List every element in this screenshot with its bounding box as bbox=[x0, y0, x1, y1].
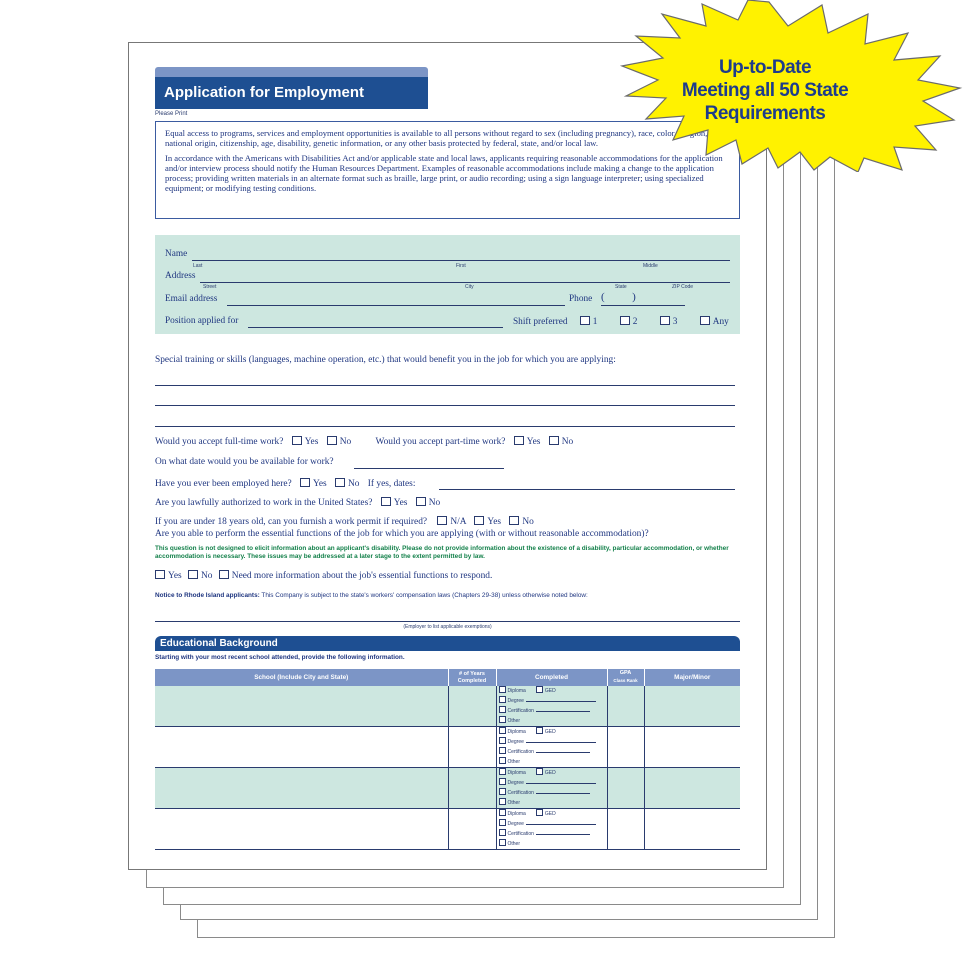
special-training-question: Special training or skills (languages, machine operation, etc.) that would benefit you in the job for which you are applying: bbox=[155, 355, 616, 365]
no-label: No bbox=[347, 479, 360, 489]
part-time-no-checkbox[interactable] bbox=[549, 436, 559, 445]
diploma-checkbox[interactable] bbox=[499, 727, 506, 734]
available-date-question: On what date would you be available for work? bbox=[155, 457, 334, 467]
special-training-line-3[interactable] bbox=[155, 426, 735, 427]
years-cell[interactable] bbox=[448, 727, 496, 768]
col-completed: Completed bbox=[496, 669, 607, 686]
special-training-line-2[interactable] bbox=[155, 405, 735, 406]
school-cell[interactable] bbox=[155, 768, 448, 809]
state-sublabel: State bbox=[615, 284, 627, 290]
degree-checkbox[interactable] bbox=[499, 778, 506, 785]
other-checkbox[interactable] bbox=[499, 839, 506, 846]
middle-sublabel: Middle bbox=[643, 263, 658, 269]
first-sublabel: First bbox=[456, 263, 466, 269]
authorized-no-checkbox[interactable] bbox=[416, 497, 426, 506]
rhode-island-label: Notice to Rhode Island applicants: bbox=[155, 592, 260, 599]
name-label: Name bbox=[165, 249, 188, 259]
rhode-island-notice bbox=[155, 592, 588, 599]
permit-no-checkbox[interactable] bbox=[509, 516, 519, 525]
diploma-checkbox[interactable] bbox=[499, 686, 506, 693]
other-checkbox[interactable] bbox=[499, 798, 506, 805]
essential-functions-answers bbox=[155, 570, 492, 581]
need-more-info-checkbox[interactable] bbox=[219, 570, 229, 579]
authorized-label: Are you lawfully authorized to work in the United States? bbox=[155, 498, 373, 508]
shift-3-label: 3 bbox=[672, 317, 678, 327]
completed-cell: Diploma GED Degree Certification Other bbox=[496, 686, 607, 727]
years-cell[interactable] bbox=[448, 809, 496, 850]
major-cell[interactable] bbox=[644, 727, 740, 768]
no-label: No bbox=[428, 498, 441, 508]
part-time-yes-checkbox[interactable] bbox=[514, 436, 524, 445]
disability-note: This question is not designed to elicit information about an applicant's disability. Please do not provide information about the existence of a disability, particular accommodation, or whether accommodation is necessary. These issues may be addressed at a later stage to the extent permitted by law. bbox=[155, 545, 729, 561]
no-label: No bbox=[200, 571, 213, 581]
no-label: No bbox=[561, 437, 574, 447]
part-time-label: Would you accept part-time work? bbox=[375, 437, 506, 447]
badge-line-2: Meeting all 50 State bbox=[681, 80, 849, 101]
other-checkbox[interactable] bbox=[499, 757, 506, 764]
employed-dates-field[interactable] bbox=[439, 489, 735, 490]
shift-2-label: 2 bbox=[632, 317, 638, 327]
col-years: # of Years Completed bbox=[448, 669, 496, 686]
degree-checkbox[interactable] bbox=[499, 737, 506, 744]
employed-yes-checkbox[interactable] bbox=[300, 478, 310, 487]
ada-notice-paragraph: In accordance with the Americans with Disabilities Act and/or applicable state and local laws, applicants requiring reasonable accommodations for the application and/or interview process should notify the Human Resources Department. Examples of reasonable accommodations include making a change to the application process; providing written materials in an alternate format such as braille, large print, or audio recording; using a sign language interpreter; using specialized equipment; or modifying testing conditions. bbox=[165, 152, 723, 194]
authorized-yes-checkbox[interactable] bbox=[381, 497, 391, 506]
yes-label: Yes bbox=[393, 498, 408, 508]
education-instructions: Starting with your most recent school attended, provide the following information. bbox=[155, 654, 405, 661]
yes-label: Yes bbox=[526, 437, 541, 447]
full-time-no-checkbox[interactable] bbox=[327, 436, 337, 445]
education-header: Educational Background bbox=[155, 636, 740, 651]
gpa-cell[interactable] bbox=[607, 809, 644, 850]
full-time-label: Would you accept full-time work? bbox=[155, 437, 284, 447]
education-table bbox=[155, 669, 740, 850]
completed-cell: Diploma GED Degree Certification Other bbox=[496, 768, 607, 809]
diploma-checkbox[interactable] bbox=[499, 768, 506, 775]
no-label: No bbox=[522, 517, 534, 527]
school-cell[interactable] bbox=[155, 727, 448, 768]
authorized-question bbox=[155, 497, 440, 508]
address-label: Address bbox=[165, 271, 196, 281]
major-cell[interactable] bbox=[644, 686, 740, 727]
no-label: No bbox=[339, 437, 352, 447]
email-label: Email address bbox=[165, 294, 218, 304]
city-sublabel: City bbox=[465, 284, 474, 290]
years-cell[interactable] bbox=[448, 686, 496, 727]
full-time-yes-checkbox[interactable] bbox=[292, 436, 302, 445]
permit-yes-checkbox[interactable] bbox=[474, 516, 484, 525]
ged-checkbox[interactable] bbox=[536, 768, 543, 775]
employed-here-question bbox=[155, 478, 415, 489]
col-gpa: GPA Class Rank bbox=[607, 669, 644, 686]
table-row bbox=[155, 727, 740, 768]
yes-label: Yes bbox=[304, 437, 319, 447]
employer-exemptions-note: (Employer to list applicable exemptions) bbox=[403, 624, 492, 630]
gpa-cell[interactable] bbox=[607, 768, 644, 809]
eeo-notice-paragraph: Equal access to programs, services and employment opportunities is available to all persons without regard to sex (including pregnancy), race, color, religion, national origin, citizenship, age, disability, genetic information, or any other basis protected by federal, state, and/or local law. bbox=[165, 128, 708, 149]
phone-field[interactable]: ( ) bbox=[601, 291, 636, 303]
table-row bbox=[155, 686, 740, 727]
certification-checkbox[interactable] bbox=[499, 829, 506, 836]
table-row bbox=[155, 809, 740, 850]
shift-1-label: 1 bbox=[592, 317, 598, 327]
table-row bbox=[155, 768, 740, 809]
questions-area bbox=[155, 67, 740, 967]
essential-yes-checkbox[interactable] bbox=[155, 570, 165, 579]
street-sublabel: Street bbox=[203, 284, 217, 290]
full-time-question bbox=[155, 436, 573, 447]
badge-line-3: Requirements bbox=[704, 103, 826, 124]
zip-sublabel: ZIP Code bbox=[672, 284, 694, 290]
gpa-cell[interactable] bbox=[607, 727, 644, 768]
under-18-label: If you are under 18 years old, can you furnish a work permit if required? bbox=[155, 517, 428, 527]
years-cell[interactable] bbox=[448, 768, 496, 809]
shift-any-label: Any bbox=[712, 317, 729, 327]
completed-cell: Diploma GED Degree Certification Other bbox=[496, 727, 607, 768]
ged-checkbox[interactable] bbox=[536, 727, 543, 734]
degree-checkbox[interactable] bbox=[499, 819, 506, 826]
phone-label: Phone bbox=[569, 294, 593, 304]
education-table-header bbox=[155, 669, 740, 686]
major-cell[interactable] bbox=[644, 809, 740, 850]
col-school: School (Include City and State) bbox=[155, 669, 448, 686]
please-print-label: Please Print bbox=[155, 111, 188, 117]
rhode-island-text: This Company is subject to the state's workers' compensation laws (Chapters 29-38) unless otherwise noted below: bbox=[259, 592, 588, 599]
yes-label: Yes bbox=[487, 517, 502, 527]
badge-text bbox=[640, 56, 890, 125]
diploma-checkbox[interactable] bbox=[499, 809, 506, 816]
exemptions-field[interactable] bbox=[155, 621, 740, 622]
employed-here-label: Have you ever been employed here? bbox=[155, 479, 292, 489]
other-checkbox[interactable] bbox=[499, 716, 506, 723]
completed-cell: Diploma GED Degree Certification Other bbox=[496, 809, 607, 850]
major-cell[interactable] bbox=[644, 768, 740, 809]
need-more-info-label: Need more information about the job's essential functions to respond. bbox=[231, 571, 493, 581]
position-label: Position applied for bbox=[165, 316, 239, 326]
school-cell[interactable] bbox=[155, 686, 448, 727]
badge-line-1: Up-to-Date bbox=[718, 57, 812, 78]
if-yes-dates-label: If yes, dates: bbox=[367, 479, 416, 489]
yes-label: Yes bbox=[313, 479, 327, 489]
form-title: Application for Employment bbox=[155, 77, 428, 109]
col-major: Major/Minor bbox=[644, 669, 740, 686]
ged-checkbox[interactable] bbox=[536, 809, 543, 816]
degree-checkbox[interactable] bbox=[499, 696, 506, 703]
permit-na-checkbox[interactable] bbox=[437, 516, 447, 525]
essential-functions-question: Are you able to perform the essential functions of the job for which you are applying (with or without reasonable accommodation)? bbox=[155, 529, 649, 539]
special-training-line-1[interactable] bbox=[155, 385, 735, 386]
shift-label: Shift preferred bbox=[513, 317, 568, 327]
employed-no-checkbox[interactable] bbox=[335, 478, 345, 487]
yes-label: Yes bbox=[168, 571, 182, 581]
certification-checkbox[interactable] bbox=[499, 706, 506, 713]
work-permit-question bbox=[155, 516, 534, 527]
certification-checkbox[interactable] bbox=[499, 788, 506, 795]
ged-checkbox[interactable] bbox=[536, 686, 543, 693]
gpa-cell[interactable] bbox=[607, 686, 644, 727]
na-label: N/A bbox=[450, 517, 467, 527]
available-date-field[interactable] bbox=[354, 468, 504, 469]
essential-no-checkbox[interactable] bbox=[188, 570, 198, 579]
last-sublabel: Last bbox=[193, 263, 203, 269]
school-cell[interactable] bbox=[155, 809, 448, 850]
certification-checkbox[interactable] bbox=[499, 747, 506, 754]
